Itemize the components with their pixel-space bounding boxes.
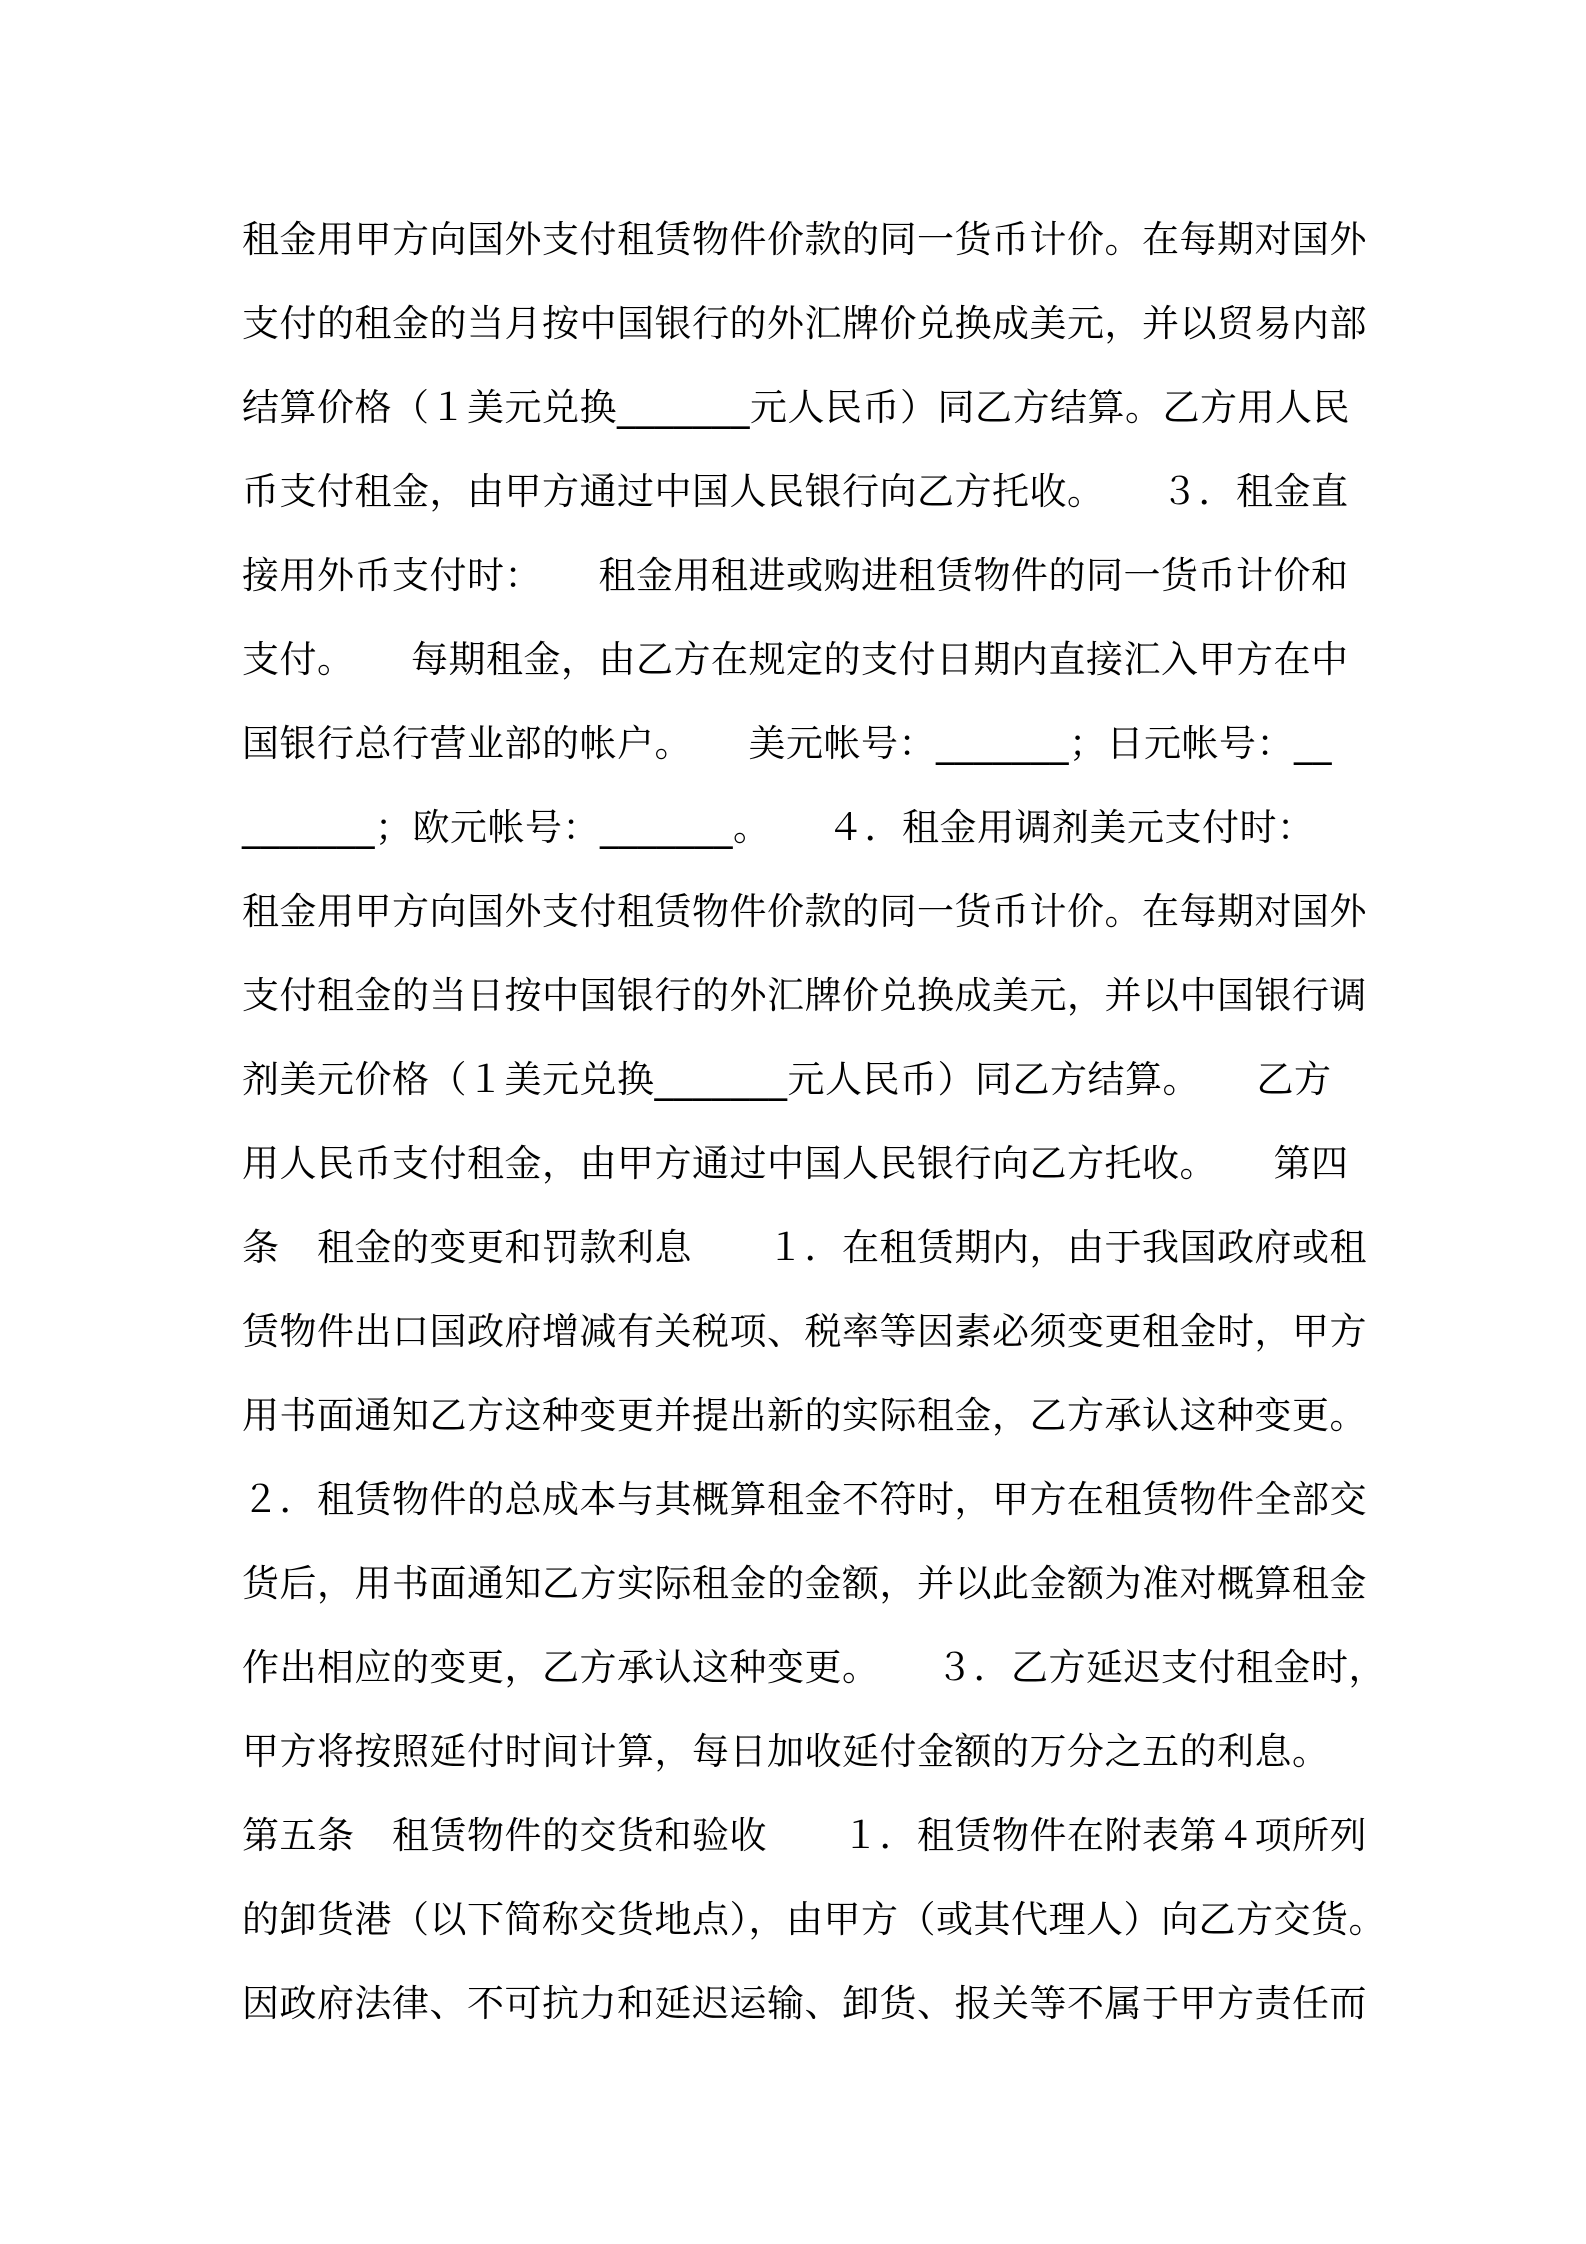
text-line: 币支付租金，由甲方通过中国人民银行向乙方托收。 ３．租金直 [242,470,1349,513]
text-line: 因政府法律、不可抗力和延迟运输、卸货、报关等不属于甲方责任而 [242,1982,1367,2025]
text-line: 甲方将按照延付时间计算，每日加收延付金额的万分之五的利息。 [242,1730,1330,1773]
text-line: 用人民币支付租金，由甲方通过中国人民银行向乙方托收。 第四 [242,1142,1349,1185]
text-line: 支付的租金的当月按中国银行的外汇牌价兑换成美元，并以贸易内部 [242,302,1367,345]
text-line: 剂美元价格（１美元兑换_______元人民币）同乙方结算。 乙方 [242,1058,1332,1101]
text-line: 国银行总行营业部的帐户。 美元帐号：_______；日元帐号：__ [242,722,1332,765]
text-line: 租金用甲方向国外支付租赁物件价款的同一货币计价。在每期对国外 [242,890,1367,933]
text-line: 租金用甲方向国外支付租赁物件价款的同一货币计价。在每期对国外 [242,218,1367,261]
text-line: 的卸货港（以下简称交货地点），由甲方（或其代理人）向乙方交货。 [242,1898,1386,1941]
text-line: 赁物件出口国政府增减有关税项、税率等因素必须变更租金时，甲方 [242,1310,1367,1353]
text-line: 条 租金的变更和罚款利息 １．在租赁期内，由于我国政府或租 [242,1226,1367,1269]
text-line: 接用外币支付时： 租金用租进或购进租赁物件的同一货币计价和 [242,554,1349,597]
text-line: 支付租金的当日按中国银行的外汇牌价兑换成美元，并以中国银行调 [242,974,1367,1017]
text-line: 作出相应的变更，乙方承认这种变更。 ３．乙方延迟支付租金时， [242,1646,1386,1689]
text-line: _______；欧元帐号：_______。 ４．租金用调剂美元支付时： [242,806,1315,849]
text-line: 用书面通知乙方这种变更并提出新的实际租金，乙方承认这种变更。 [242,1394,1367,1437]
text-line: 结算价格（１美元兑换_______元人民币）同乙方结算。乙方用人民 [242,386,1350,429]
contract-text-body [242,198,1386,2046]
text-line: 第五条 租赁物件的交货和验收 １．租赁物件在附表第４项所列 [242,1814,1367,1857]
text-line: 货后，用书面通知乙方实际租金的金额，并以此金额为准对概算租金 [242,1562,1367,1605]
text-line: ２．租赁物件的总成本与其概算租金不符时，甲方在租赁物件全部交 [242,1478,1367,1521]
text-line: 支付。 每期租金，由乙方在规定的支付日期内直接汇入甲方在中 [242,638,1349,681]
